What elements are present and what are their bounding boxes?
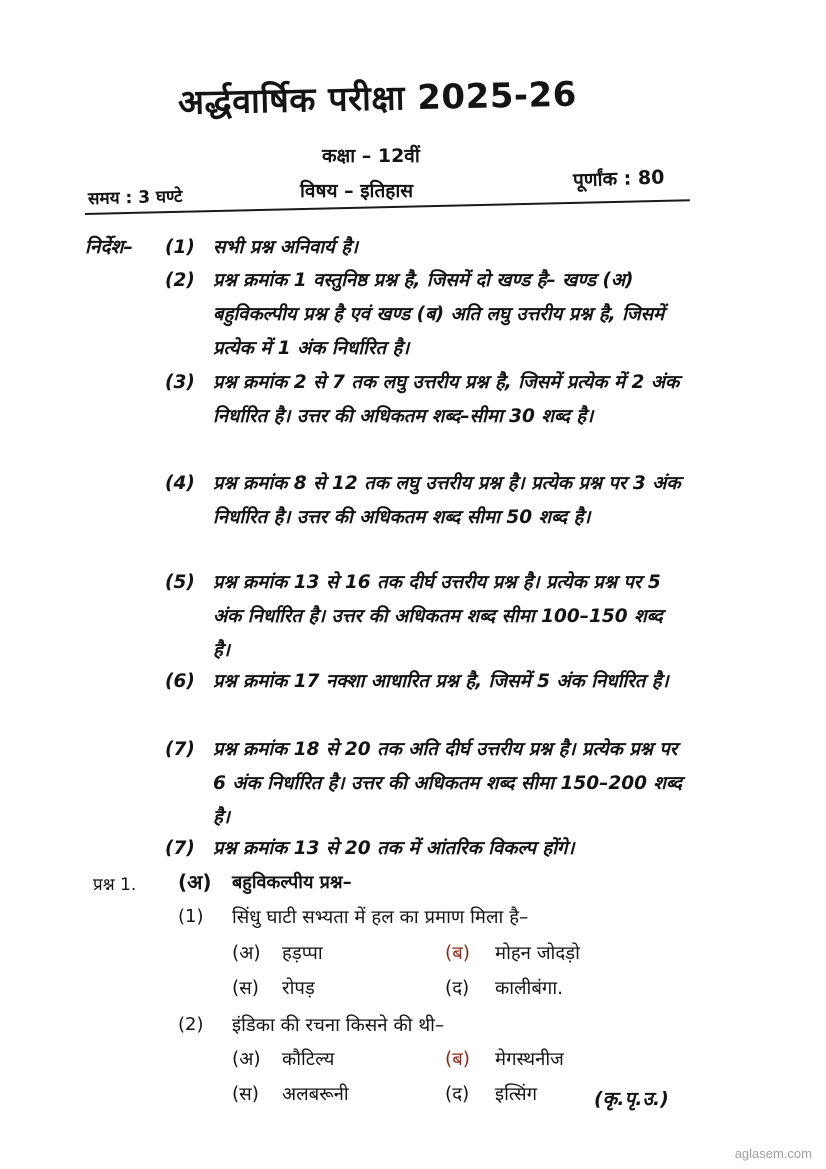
mcq-option	[232, 1081, 349, 1106]
instruction-item	[165, 832, 695, 866]
instruction-text: प्रश्न क्रमांक 2 से 7 तक लघु उत्तरीय प्रश्न है, जिसमें प्रत्येक में 2 अंक निर्धारित है। उत्तर की अधिकतम शब्द–सीमा 30 शब्द है।	[213, 372, 680, 427]
mcq-option	[232, 975, 315, 1000]
option-label: (अ)	[232, 943, 261, 964]
instruction-number: (4)	[165, 473, 195, 494]
section-title: बहुविकल्पीय प्रश्न–	[232, 872, 352, 893]
section-marker: (अ)	[178, 870, 212, 894]
instruction-text: प्रश्न क्रमांक 13 से 16 तक दीर्घ उत्तरीय प्रश्न है। प्रत्येक प्रश्न पर 5 अंक निर्धारित है। उत्तर की अधिकतम शब्द सीमा 100–150 शब्द है।	[213, 572, 663, 661]
time-label: समय : 3 घण्टे	[87, 186, 183, 210]
option-label: (अ)	[232, 1049, 261, 1070]
mcq-option	[232, 1046, 334, 1071]
instruction-text: सभी प्रश्न अनिवार्य है।	[213, 237, 359, 258]
instruction-text: प्रश्न क्रमांक 8 से 12 तक लघु उत्तरीय प्रश्न है। प्रत्येक प्रश्न पर 3 अंक निर्धारित है। उत्तर की अधिकतम शब्द सीमा 50 शब्द है।	[213, 473, 681, 528]
instruction-item	[165, 733, 695, 835]
exam-title: अर्द्धवार्षिक परीक्षा 2025-26	[177, 74, 578, 123]
option-text: रोपड़	[282, 978, 315, 999]
instruction-text: प्रश्न क्रमांक 17 नक्शा आधारित प्रश्न है, जिसमें 5 अंक निर्धारित है।	[213, 671, 669, 692]
question-label: प्रश्न 1.	[93, 875, 137, 895]
instruction-number: (1)	[165, 237, 195, 258]
mcq-option	[445, 1081, 537, 1106]
instructions-heading: निर्देश–	[85, 236, 133, 258]
option-text: अलबरूनी	[282, 1084, 349, 1105]
instruction-text: प्रश्न क्रमांक 1 वस्तुनिष्ठ प्रश्न है, जिसमें दो खण्ड है– खण्ड (अ) बहुविकल्पीय प्रश्न है एवं खण्ड (ब) अति लघु उत्तरीय प्रश्न है, जिसमें प्रत्येक में 1 अंक निर्धारित है।	[213, 270, 665, 359]
option-label: (ब)	[445, 1049, 470, 1070]
option-text: कालीबंगा.	[495, 978, 563, 999]
instruction-number: (3)	[165, 372, 195, 393]
please-turn-over: (कृ.पृ.उ.)	[594, 1088, 669, 1110]
option-text: मेगस्थनीज	[495, 1049, 564, 1070]
mcq-option	[445, 1046, 564, 1071]
option-label: (द)	[445, 978, 470, 999]
instruction-item	[165, 366, 695, 468]
instruction-text: प्रश्न क्रमांक 13 से 20 तक में आंतरिक विकल्प होंगे।	[213, 838, 575, 859]
option-text: कौटिल्य	[282, 1049, 335, 1070]
instruction-item	[165, 264, 695, 366]
marks-label: पूर्णांक : 80	[572, 166, 665, 192]
instruction-number: (2)	[165, 270, 195, 291]
option-label: (स)	[232, 1084, 259, 1105]
instruction-item	[165, 665, 695, 733]
option-label: (ब)	[445, 943, 470, 964]
instruction-item	[165, 467, 695, 569]
exam-meta-row	[87, 166, 688, 215]
instruction-number: (7)	[165, 838, 195, 859]
subject-label: विषय – इतिहास	[300, 180, 414, 202]
instruction-number: (5)	[165, 572, 195, 593]
mcq-option	[232, 940, 323, 965]
mcq-number: (2)	[178, 1014, 204, 1035]
option-text: हड़प्पा	[282, 943, 323, 964]
instruction-number: (7)	[165, 739, 195, 760]
instruction-text: प्रश्न क्रमांक 18 से 20 तक अति दीर्घ उत्तरीय प्रश्न है। प्रत्येक प्रश्न पर 6 अंक निर्धारित है। उत्तर की अधिकतम शब्द सीमा 150–200 शब्द है।	[213, 739, 682, 828]
instruction-item	[165, 231, 695, 265]
mcq-option	[445, 975, 563, 1000]
option-text: मोहन जोदड़ो	[495, 943, 580, 964]
option-label: (द)	[445, 1084, 470, 1105]
mcq-question-text: इंडिका की रचना किसने की थी–	[232, 1015, 445, 1036]
option-text: इत्सिंग	[495, 1084, 538, 1105]
mcq-option	[445, 940, 580, 965]
instruction-number: (6)	[165, 671, 195, 692]
option-label: (स)	[232, 978, 259, 999]
mcq-number: (1)	[178, 906, 204, 927]
instruction-item	[165, 566, 695, 668]
watermark: aglasem.com	[734, 1146, 812, 1161]
mcq-question-text: सिंधु घाटी सभ्यता में हल का प्रमाण मिला है–	[232, 907, 529, 928]
class-label: कक्षा – 12वीं	[322, 145, 420, 167]
